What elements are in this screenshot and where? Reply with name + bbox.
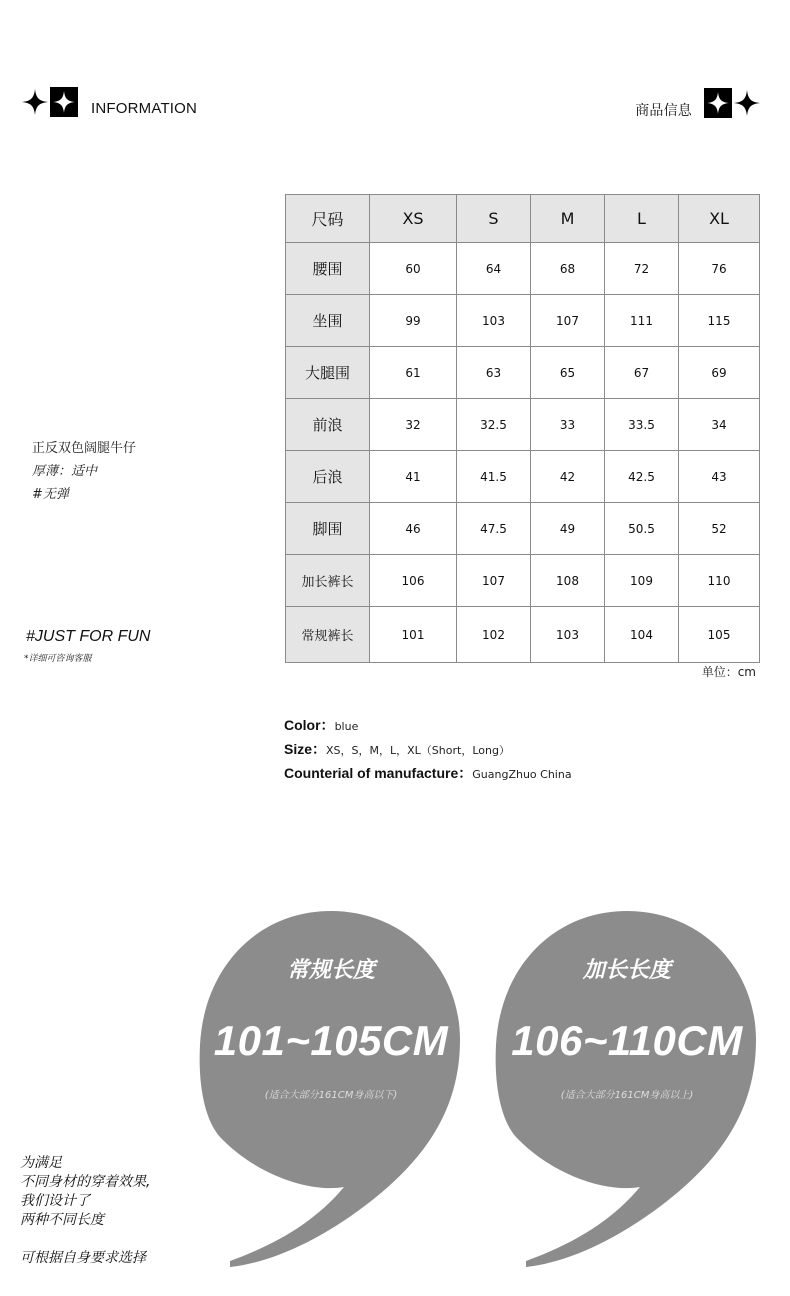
spec-origin-label: Counterial of manufacture： (284, 765, 473, 781)
spec-origin (284, 763, 572, 783)
bubble-title: 加长长度 (582, 958, 671, 983)
table-cell: 106 (370, 555, 457, 607)
header-left (22, 86, 197, 117)
table-cell: 107 (457, 555, 531, 607)
extended-length-bubble (492, 905, 762, 1275)
table-cell: 103 (457, 295, 531, 347)
header-right (635, 86, 760, 120)
row-label: 坐围 (286, 295, 370, 347)
table-cell: 65 (531, 347, 605, 399)
table-cell: 110 (679, 555, 760, 607)
bubble-note: (适合大部分161CM身高以下) (264, 1090, 398, 1101)
promo-line: 两种不同长度 (20, 1212, 104, 1228)
size-header-cell: L (605, 195, 679, 243)
four-point-star-box-icon (50, 87, 78, 117)
size-header-cell: XS (370, 195, 457, 243)
spec-color (284, 715, 358, 735)
row-label: 常规裤长 (286, 607, 370, 663)
table-cell: 33 (531, 399, 605, 451)
just-for-fun-title: #JUST FOR FUN (26, 628, 151, 645)
spec-size-label: Size： (284, 741, 327, 757)
table-cell: 61 (370, 347, 457, 399)
table-cell: 68 (531, 243, 605, 295)
table-cell: 60 (370, 243, 457, 295)
spec-color-label: Color： (284, 717, 335, 733)
table-cell: 101 (370, 607, 457, 663)
product-notes (32, 437, 136, 506)
table-row (286, 607, 760, 663)
table-cell: 103 (531, 607, 605, 663)
table-cell: 109 (605, 555, 679, 607)
table-cell: 69 (679, 347, 760, 399)
bubble-note: (适合大部分161CM身高以上) (560, 1090, 694, 1101)
table-cell: 33.5 (605, 399, 679, 451)
row-label: 腰围 (286, 243, 370, 295)
spec-size (284, 739, 510, 759)
table-cell: 107 (531, 295, 605, 347)
promo-line: 不同身材的穿着效果, (20, 1174, 151, 1190)
table-row (286, 399, 760, 451)
table-row (286, 347, 760, 399)
bubble-range: 106~110CM (511, 1017, 743, 1064)
table-cell: 52 (679, 503, 760, 555)
promo-line: 为满足 (20, 1155, 62, 1171)
size-chart-table (285, 194, 760, 663)
table-cell: 41.5 (457, 451, 531, 503)
table-cell: 46 (370, 503, 457, 555)
note-stretch: #无弹 (32, 487, 69, 502)
table-cell: 72 (605, 243, 679, 295)
promo-line: 可根据自身要求选择 (20, 1250, 146, 1266)
table-cell: 105 (679, 607, 760, 663)
four-point-star-icon (734, 90, 760, 116)
table-cell: 67 (605, 347, 679, 399)
table-row (286, 295, 760, 347)
size-header-cell: M (531, 195, 605, 243)
row-label: 脚围 (286, 503, 370, 555)
table-cell: 32 (370, 399, 457, 451)
four-point-star-icon (22, 89, 48, 115)
regular-length-bubble (196, 905, 466, 1275)
bubble-title: 常规长度 (286, 958, 375, 983)
row-label: 加长裤长 (286, 555, 370, 607)
table-cell: 34 (679, 399, 760, 451)
header-information-label: INFORMATION (91, 100, 198, 117)
table-row (286, 503, 760, 555)
spec-origin-value: GuangZhuo China (472, 768, 572, 781)
row-label: 后浪 (286, 451, 370, 503)
table-cell: 43 (679, 451, 760, 503)
table-row (286, 451, 760, 503)
table-cell: 102 (457, 607, 531, 663)
size-corner-cell: 尺码 (286, 195, 370, 243)
promo-text (20, 1154, 150, 1268)
table-cell: 64 (457, 243, 531, 295)
table-cell: 49 (531, 503, 605, 555)
table-cell: 63 (457, 347, 531, 399)
note-style: 正反双色阔腿牛仔 (32, 441, 137, 456)
table-cell: 47.5 (457, 503, 531, 555)
size-header-cell: S (457, 195, 531, 243)
size-header-cell: XL (679, 195, 760, 243)
table-cell: 104 (605, 607, 679, 663)
table-cell: 76 (679, 243, 760, 295)
table-row (286, 243, 760, 295)
table-cell: 42 (531, 451, 605, 503)
row-label: 前浪 (286, 399, 370, 451)
row-label: 大腿围 (286, 347, 370, 399)
bubble-range: 101~105CM (213, 1017, 449, 1064)
four-point-star-box-icon (704, 88, 732, 118)
promo-line: 我们设计了 (20, 1193, 90, 1209)
table-cell: 42.5 (605, 451, 679, 503)
size-header-row (286, 195, 760, 243)
note-thickness: 厚薄：适中 (32, 464, 98, 479)
spec-color-value: blue (334, 720, 359, 733)
table-cell: 50.5 (605, 503, 679, 555)
spec-size-value: XS，S，M，L，XL（Short，Long） (326, 744, 510, 757)
table-cell: 108 (531, 555, 605, 607)
header-product-info-label: 商品信息 (635, 102, 692, 118)
table-cell: 99 (370, 295, 457, 347)
table-row (286, 555, 760, 607)
consult-service-note: *详细可咨询客服 (24, 654, 92, 664)
table-cell: 115 (679, 295, 760, 347)
table-cell: 41 (370, 451, 457, 503)
table-cell: 111 (605, 295, 679, 347)
unit-label: 单位：cm (701, 665, 756, 679)
table-cell: 32.5 (457, 399, 531, 451)
